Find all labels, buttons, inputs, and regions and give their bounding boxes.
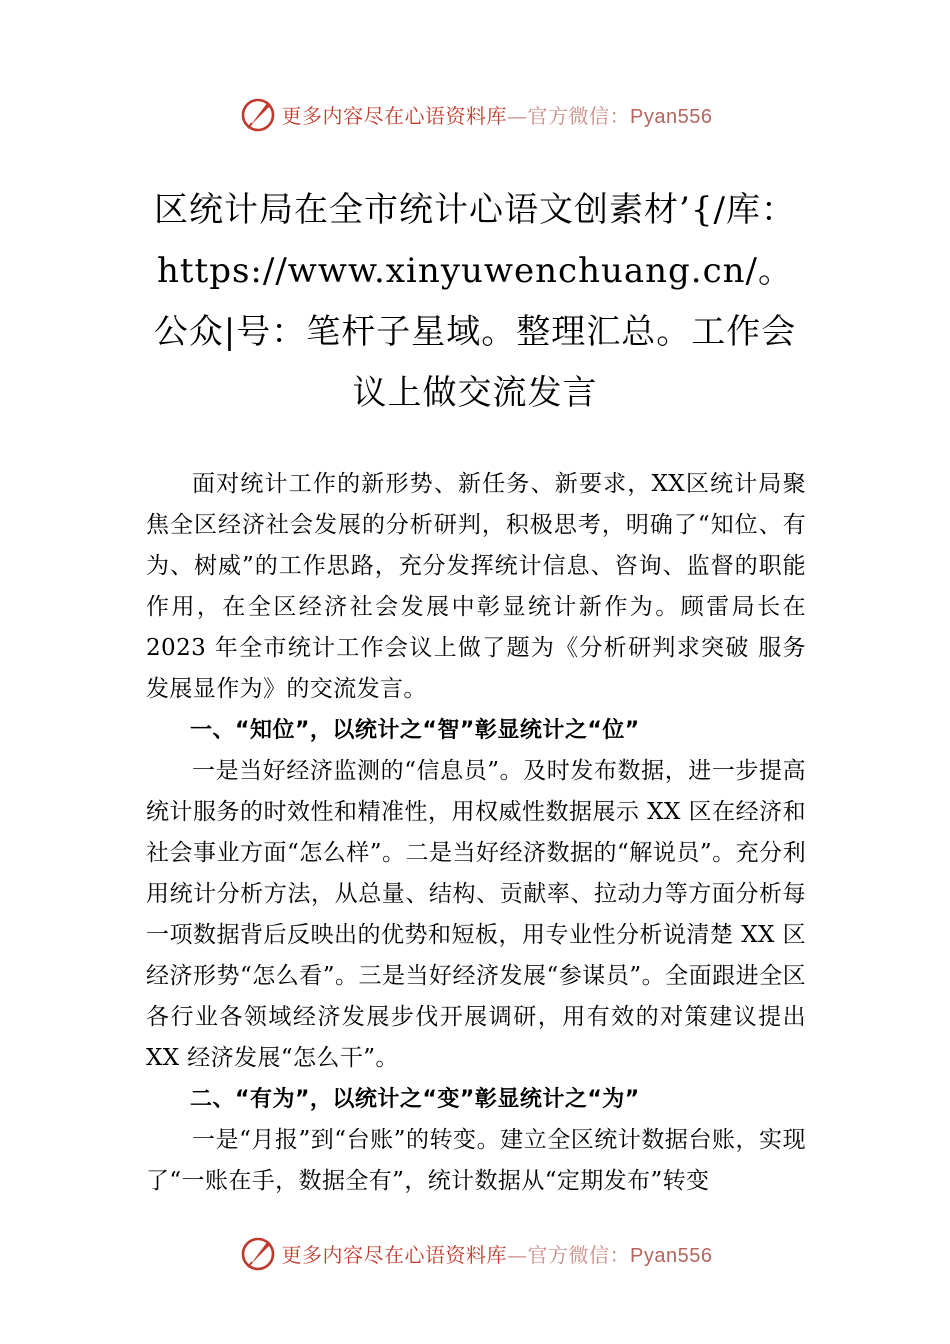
watermark-footer [0, 1231, 950, 1275]
section-2-heading: 二、“有为”，以统计之“变”彰显统计之“为” [190, 1087, 640, 1112]
watermark-separator: — [507, 103, 528, 128]
watermark-wechat-label: 官方微信： [527, 1242, 631, 1267]
watermark-wechat-label: 官方微信： [527, 103, 631, 128]
intro-paragraph: 面对统计工作的新形势、新任务、新要求，XX区统计局聚焦全区经济社会发展的分析研判，积极思考，明确了“知位、有为、树威”的工作思路，充分发挥统计信息、咨询、监督的职能作用，在全区经济社会发展中彰显统计新作为。顾雷局长在 2023 年全市统计工作会议上做了题为《分析研判求突破 服务发展显作为》的交流发言。 [146, 471, 806, 702]
quill-logo-icon [238, 1233, 278, 1273]
document-body [146, 464, 806, 1202]
quill-logo-icon [238, 94, 278, 134]
watermark-header [0, 92, 950, 136]
watermark-main-text: 更多内容尽在心语资料库 [281, 103, 508, 128]
watermark-wechat-id: Pyan556 [630, 1244, 713, 1267]
section-1-paragraph: 一是当好经济监测的“信息员”。及时发布数据，进一步提高统计服务的时效性和精准性，用权威性数据展示 XX 区在经济和社会事业方面“怎么样”。二是当好经济数据的“解说员”。充分利用统计分析方法，从总量、结构、贡献率、拉动力等方面分析每一项数据背后反映出的优势和短板，用专业性分析说清楚 XX 区经济形势“怎么看”。三是当好经济发展“参谋员”。全面跟进全区各行业各领域经济发展步伐开展调研，用有效的对策建议提出 XX 经济发展“怎么干”。 [146, 758, 806, 1071]
document-title: 区统计局在全市统计心语文创素材’{/库：https://www.xinyuwenchuang.cn/。公众|号：笔杆子星域。整理汇总。工作会议上做交流发言 [153, 190, 797, 413]
watermark-wechat-id: Pyan556 [630, 105, 713, 128]
watermark-main-text: 更多内容尽在心语资料库 [281, 1242, 508, 1267]
section-1-heading: 一、“知位”，以统计之“智”彰显统计之“位” [190, 718, 640, 743]
watermark-separator: — [507, 1242, 528, 1267]
section-2-paragraph: 一是“月报”到“台账”的转变。建立全区统计数据台账，实现了“一账在手，数据全有”，统计数据从“定期发布”转变 [146, 1127, 806, 1194]
